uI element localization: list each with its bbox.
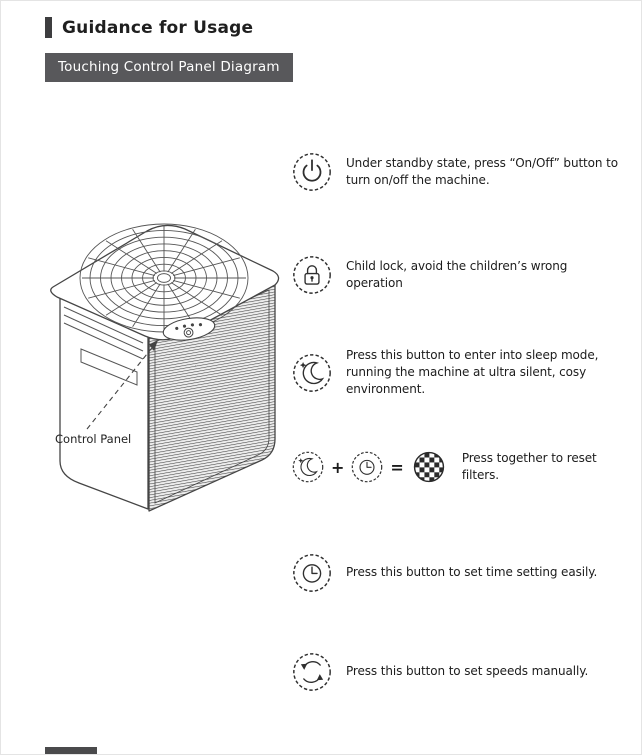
instruction-text: Press this button to set time setting easily.	[346, 565, 598, 580]
section-badge: Touching Control Panel Diagram	[45, 53, 293, 82]
instruction-row-child-lock	[291, 254, 598, 296]
child-lock-icon	[291, 254, 333, 296]
timer-icon	[350, 450, 384, 484]
instruction-text: Child lock, avoid the children’s wrong operation	[346, 258, 568, 290]
page-title: Guidance for Usage	[62, 17, 254, 38]
control-panel-label: Control Panel	[55, 432, 132, 446]
filter-reset-icon	[410, 448, 448, 486]
header-accent-bar	[45, 17, 52, 38]
next-section-badge-cutoff	[45, 747, 97, 754]
instruction-row-power	[291, 151, 632, 193]
sleep-mode-icon	[291, 450, 325, 484]
equals-sign: =	[390, 457, 404, 477]
instruction-row-timer	[291, 552, 597, 594]
instruction-text: Press this button to set speeds manually.	[346, 664, 589, 679]
instruction-text: Under standby state, press “On/Off” button to turn on/off the machine.	[346, 155, 618, 187]
air-purifier-illustration	[37, 191, 287, 526]
instruction-text: Press together to reset filters.	[461, 450, 597, 482]
plus-sign: +	[331, 457, 345, 477]
power-icon	[291, 151, 333, 193]
page-header	[45, 17, 253, 38]
instruction-row-speed	[291, 651, 588, 693]
timer-icon	[291, 552, 333, 594]
instruction-text: Press this button to enter into sleep mode, running the machine at ultra silent, cosy environment.	[346, 348, 599, 397]
instruction-row-filter-reset	[291, 448, 620, 486]
instruction-row-sleep	[291, 347, 634, 398]
speed-icon	[291, 651, 333, 693]
sleep-mode-icon	[291, 352, 333, 394]
